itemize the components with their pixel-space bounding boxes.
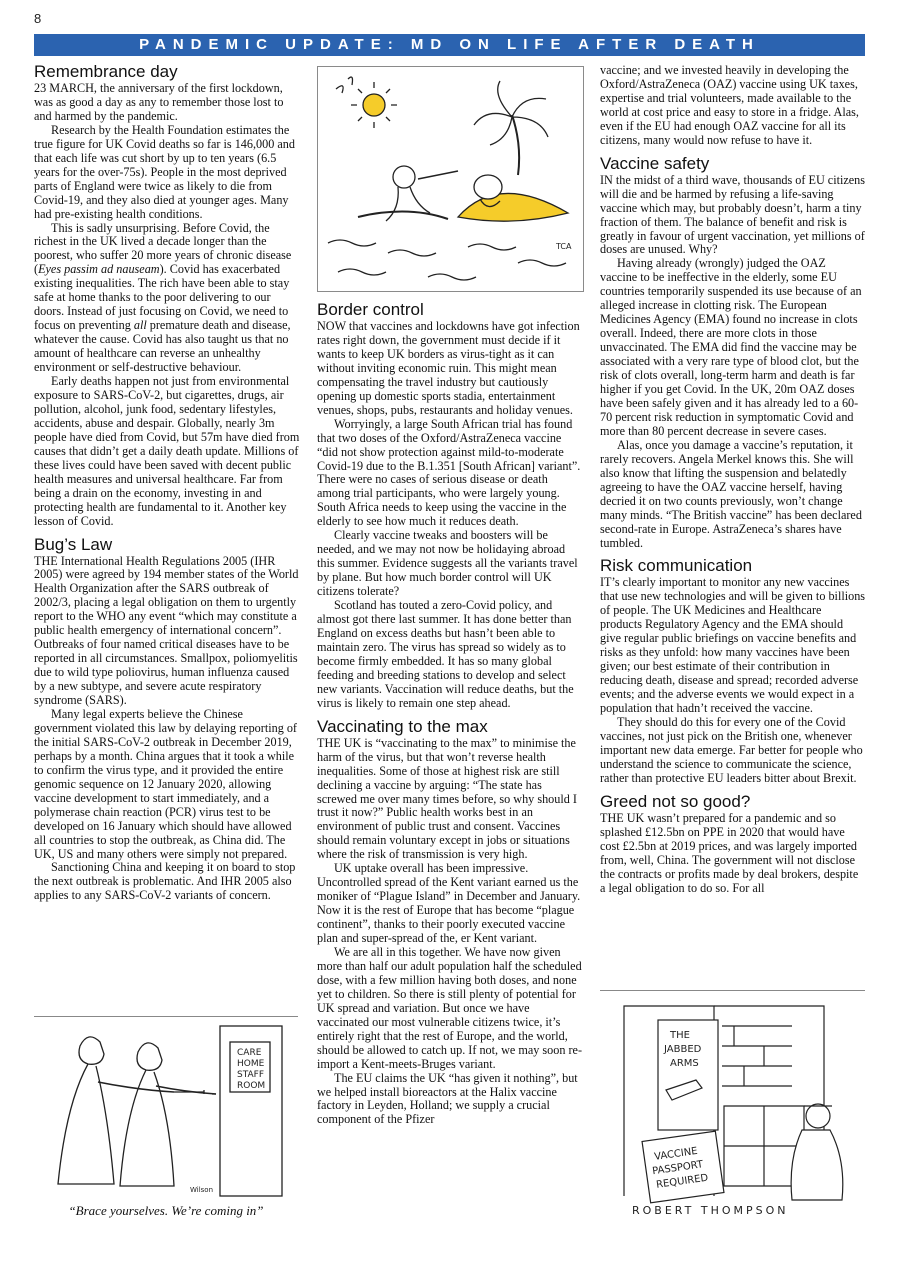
paragraph: IN the midst of a third wave, thousands of EU citizens will die and be harmed by refusing a life-saving vaccine which may, but probably doesn’t, harm a tiny fraction of them. The balance of benefit and risk is greatly in favour of urgent vaccination, yet millions of doses are unused. Why?: [600, 172, 866, 257]
column-2: [317, 300, 583, 1127]
paragraph: THE UK is “vaccinating to the max” to minimise the harm of the virus, but that won’t reverse health inequalities. Some of those at highest risk are still declining a vaccine by arguing: “The state has screwed me over many times before, so why should I trust it now?” Public health works best in an environment of public trust and consent. Vaccines should remain voluntary except in jobs or situations where the risk of transmission is very high.: [317, 735, 577, 862]
paragraph: We are all in this together. We have now given more than half our adult population half the scheduled dose, with a few million having both doses, and none yet to children. So there is still plenty of potential for UK spread and variation. But once we have vaccinated our most vulnerable citizens twice, it’s entirely right that the rest of Europe, and the world, should be allowed to catch up. If not, we may soon re-import a Kent-meets-Bruges variant.: [317, 944, 583, 1071]
heading-bugs-law: Bug’s Law: [34, 534, 113, 554]
paragraph: The EU claims the UK “has given it nothing”, but we helped install bioreactors at the Halix vaccine factory in Leyden, Holland; we supply a crucial component of the Pfizer: [317, 1070, 578, 1127]
page-number: 8: [34, 11, 42, 26]
column-1: [34, 62, 300, 903]
pub-sign-line: ARMS: [670, 1058, 699, 1069]
paragraph: Research by the Health Foundation estimates the true figure for UK Covid deaths so far is 146,000 and that each life was cut short by up to ten years (6.5 years for the over-75s). People in the most deprived parts of England were twice as likely to die from Covid-19, and they also died at younger ages. Many had pre-existing health conditions.: [34, 122, 295, 221]
pub-cartoon-drawing: [604, 996, 862, 1220]
heading-border-control: Border control: [317, 300, 424, 319]
passport-sign-line: REQUIRED: [655, 1172, 709, 1191]
pub-sign-line: JABBED: [664, 1044, 702, 1055]
cartoonist-signature: ROBERT THOMPSON: [632, 1204, 789, 1217]
island-cartoon: [317, 66, 584, 292]
paragraph: Sanctioning China and keeping it on board to stop the next outbreak is problematic. And IHR 2005 also applies to any SARS-CoV-2 variants of concern.: [34, 860, 296, 903]
paragraph: Clearly vaccine tweaks and boosters will be needed, and we may not now be holidaying abroad this summer. Evidence suggests all the variants travel by plane. But how much border control will UK citizens tolerate?: [317, 528, 578, 599]
passport-sign-line: PASSPORT: [651, 1159, 704, 1178]
emphasis: all: [133, 318, 147, 333]
paragraph: Worryingly, a large South African trial has found that two doses of the Oxford/AstraZeneca vaccine “did not show protection against mild-to-moderate Covid-19 due to the B.1.351 [South African] variant”. There were no cases of serious disease or death among trial participants, who were largely young. South Africa needs to keep using the vaccine in the elderly to see how much it reduces death.: [317, 416, 581, 529]
heading-greed-not-so-good: Greed not so good?: [600, 791, 751, 811]
sign-line: ROOM: [237, 1081, 266, 1091]
nurses-cartoon-drawing: [40, 1022, 290, 1198]
pub-sign-line: THE: [670, 1030, 690, 1041]
sign-line: HOME: [237, 1059, 265, 1069]
divider: [34, 1016, 298, 1017]
island-cartoon-drawing: [318, 67, 583, 291]
paragraph-continued: vaccine; and we invested heavily in developing the Oxford/AstraZeneca (OAZ) vaccine using UK taxes, expertise and trial volunteers, made available to the world at cost price and easy to store in a fridge. Alas, even if the EU had enough OAZ vaccine for all its citizens, many would now refuse to have it.: [600, 63, 859, 147]
heading-risk-communication: Risk communication: [600, 556, 753, 576]
sign-line: CARE: [237, 1048, 262, 1058]
paragraph: THE International Health Regulations 2005 (IHR 2005) were agreed by 194 member states of the World Health Organization after the SARS outbreak of 2002/3, placing a legal obligation on them to urgently report to the WHO any event “which may constitute a public health emergency of international concern”. Outbreaks of four named critical diseases have to be reported in all circumstances. Smallpox, poliomyelitis due to wild type poliovirus, human influenza caused by a new subtype, and severe acute respiratory syndrome (SARS).: [34, 553, 299, 708]
paragraph: IT’s clearly important to monitor any new vaccines that use new technologies and will be given to billions of people. The UK Medicines and Healthcare products Regulatory Agency and the EMA should give regular public briefings on vaccine benefits and risks as they unfold: how many vaccines have been given; our best estimate of their contribution in reducing death, disease and spread; recorded adverse events; and the adverse events we would expect in a population that hadn’t received the vaccine.: [600, 575, 866, 716]
paragraph: 23 MARCH, the anniversary of the first lockdown, was as good a day as any to remember those lost to and harmed by the pandemic.: [34, 81, 284, 123]
pub-cartoon: [604, 996, 862, 1220]
column-3: [600, 64, 866, 895]
paragraph: NOW that vaccines and lockdowns have got infection rates right down, the government must decide if it wants to keep UK borders as virus-tight as it can without inviting economic ruin. This might mean compensating the travel industry but cautiously opening up domestic sports stadia, entertainment venues, shops, pubs, restaurants and holiday venues.: [317, 319, 580, 417]
nurses-cartoon-caption: “Brace yourselves. We’re coming in”: [68, 1203, 264, 1218]
paragraph: Alas, once you damage a vaccine’s reputation, it rarely recovers. Angela Merkel knows this. She will also know that lifting the suspension and belatedly agreeing to have the OAZ vaccine herself, having decried it on two counts previously, won’t change many minds. “The British vaccine” has been declared second-rate in Europe. AstraZeneca’s shares have tumbled.: [600, 437, 862, 550]
heading-vaccinating-to-the-max: Vaccinating to the max: [317, 716, 488, 736]
paragraph: This is sadly unsurprising. Before Covid, the richest in the UK lived a decade longer than the poorest, who suffer 20 more years of chronic disease (Eyes passim ad nauseam). Covid has exacerbated existing inequalities. The rich have been able to stay safe at home thanks to the poor delivering to our doors. Instead of just focusing on Covid, we need to focus on preventing all premature death and disease, whatever the cause. Covid has also taught us that no amount of healthcare can reverse an unhealthy environment or self-destructive behaviour.: [34, 220, 292, 375]
nurses-cartoon: [40, 1022, 290, 1198]
heading-vaccine-safety: Vaccine safety: [600, 153, 710, 173]
paragraph: They should do this for every one of the Covid vaccines, not just pick on the British one, whenever important new data emerge. Far better for people who understand the science to communicate the science, rather than protective EU leaders bitter about Brexit.: [600, 714, 863, 785]
heading-remembrance-day: Remembrance day: [34, 62, 178, 81]
nurses-signature: Wilson: [190, 1186, 214, 1194]
sign-line: STAFF: [237, 1070, 265, 1080]
island-signature: TCA: [556, 242, 572, 251]
paragraph: THE UK wasn’t prepared for a pandemic and so splashed £12.5bn on PPE in 2020 that would have cost £2.5bn at 2019 prices, and was largely imported from, well, China. The government will not disclose the contracts or profits made by deal brokers, despite a legal obligation to do so. For all: [600, 810, 859, 895]
paragraph: Having already (wrongly) judged the OAZ vaccine to be ineffective in the elderly, some EU countries temporarily suspended its use because of an alleged increase in clotting risk. The European Medicines Agency (EMA) found no increase in clots overall. Indeed, there are more clots in those unvaccinated. The EMA did find the vaccine may be associated with a very rare type of blood clot, but the risk of clots overall, long-term harm and death is far higher if you get Covid. In the UK, 20m OAZ doses have been safely given and it has already led to a 60-70 percent risk reduction in symptomatic Covid and more than 80 percent decrease in severe cases.: [600, 256, 862, 438]
paragraph: Scotland has touted a zero-Covid policy, and almost got there last summer. It has done better than England on excess deaths but hasn’t been able to maintain zero. The virus has spread so widely as to become firmly embedded. It has so many global feeding and breeding stations to develop and select new variants. Vaccination will reduce deaths, but the virus is likely to remain one step ahead.: [317, 598, 574, 710]
divider: [600, 990, 865, 991]
section-banner: PANDEMIC UPDATE: MD ON LIFE AFTER DEATH: [34, 34, 865, 56]
paragraph: UK uptake overall has been impressive. Uncontrolled spread of the Kent variant earned us the moniker of “Plague Island” in December and January. Now it is the rest of Europe that has become “plague continent”, thanks to their poorly executed vaccine plan and super-spread of the, er Kent variant.: [317, 861, 581, 946]
paragraph: Early deaths happen not just from environmental exposure to SARS-CoV-2, but cigarettes, drugs, air pollution, alcohol, junk food, sedentary lifestyles, accidents, abuse and despair. Globally, nearly 3m people have died from Covid, but 57m have died from causes that didn’t get a daily death update. Millions of these lives could have been saved with decent public health measures and universal healthcare. Far from being a drain on the economy, investing in and protecting health are fundamental to it. Another key lesson of Covid.: [34, 374, 300, 528]
emphasis: Eyes passim ad nauseam: [38, 262, 160, 277]
passport-sign-line: VACCINE: [653, 1145, 699, 1163]
paragraph: Many legal experts believe the Chinese government violated this law by delaying reporting of the initial SARS-CoV-2 outbreak in December 2019, perhaps by a month. China argues that it took a while to confirm the virus type, and it provided the entire genomic sequence on 12 January 2020, allowing vaccine development to start immediately, and a polymerase chain reaction (PCR) virus test to be developed on 16 January which should have allowed all countries to stop the outbreak, as China did. The UK, US and many others were simply not prepared.: [34, 706, 297, 861]
